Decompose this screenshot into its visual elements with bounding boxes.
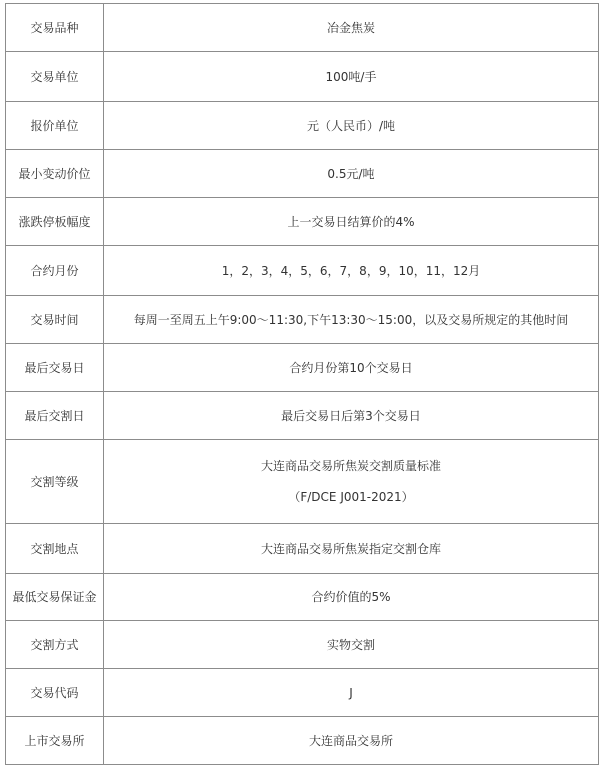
row-value-line-1: 大连商品交易所焦炭交割质量标准 — [260, 459, 441, 473]
table-row — [6, 102, 599, 150]
table-row — [6, 52, 599, 102]
row-label: 报价单位 — [6, 102, 104, 150]
row-value: 上一交易日结算价的4% — [104, 198, 599, 246]
table-row — [6, 344, 599, 392]
table-row — [6, 524, 599, 574]
table-row — [6, 574, 599, 621]
row-value: 合约价值的5% — [104, 574, 599, 621]
row-label: 交割方式 — [6, 621, 104, 669]
row-value-multiline — [104, 440, 599, 524]
row-label: 交易品种 — [6, 4, 104, 52]
row-value: 100吨/手 — [104, 52, 599, 102]
table-row — [6, 198, 599, 246]
table-row — [6, 392, 599, 440]
row-label: 交割地点 — [6, 524, 104, 574]
row-label: 交易代码 — [6, 669, 104, 717]
table-row — [6, 4, 599, 52]
row-value: 实物交割 — [104, 621, 599, 669]
row-label: 上市交易所 — [6, 717, 104, 765]
row-value-line-2: （F/DCE J001-2021） — [288, 490, 414, 504]
row-label: 涨跌停板幅度 — [6, 198, 104, 246]
row-value: 每周一至周五上午9:00～11:30,下午13:30～15:00，以及交易所规定的其他时间 — [104, 296, 599, 344]
row-value: 冶金焦炭 — [104, 4, 599, 52]
row-label: 最后交易日 — [6, 344, 104, 392]
row-value: J — [104, 669, 599, 717]
row-value: 元（人民币）/吨 — [104, 102, 599, 150]
table-row — [6, 669, 599, 717]
row-value: 最后交易日后第3个交易日 — [104, 392, 599, 440]
row-label: 最低交易保证金 — [6, 574, 104, 621]
row-label: 交割等级 — [6, 440, 104, 524]
table-row — [6, 246, 599, 296]
table-row — [6, 717, 599, 765]
row-value: 大连商品交易所焦炭指定交割仓库 — [104, 524, 599, 574]
row-value: 合约月份第10个交易日 — [104, 344, 599, 392]
table-row — [6, 296, 599, 344]
row-value: 大连商品交易所 — [104, 717, 599, 765]
row-label: 交易单位 — [6, 52, 104, 102]
row-label: 交易时间 — [6, 296, 104, 344]
row-label: 合约月份 — [6, 246, 104, 296]
table-row — [6, 440, 599, 524]
contract-spec-table — [5, 3, 599, 765]
table-row — [6, 150, 599, 198]
row-label: 最小变动价位 — [6, 150, 104, 198]
table-row — [6, 621, 599, 669]
row-value: 1，2，3，4，5，6，7，8，9，10，11，12月 — [104, 246, 599, 296]
row-value: 0.5元/吨 — [104, 150, 599, 198]
row-label: 最后交割日 — [6, 392, 104, 440]
